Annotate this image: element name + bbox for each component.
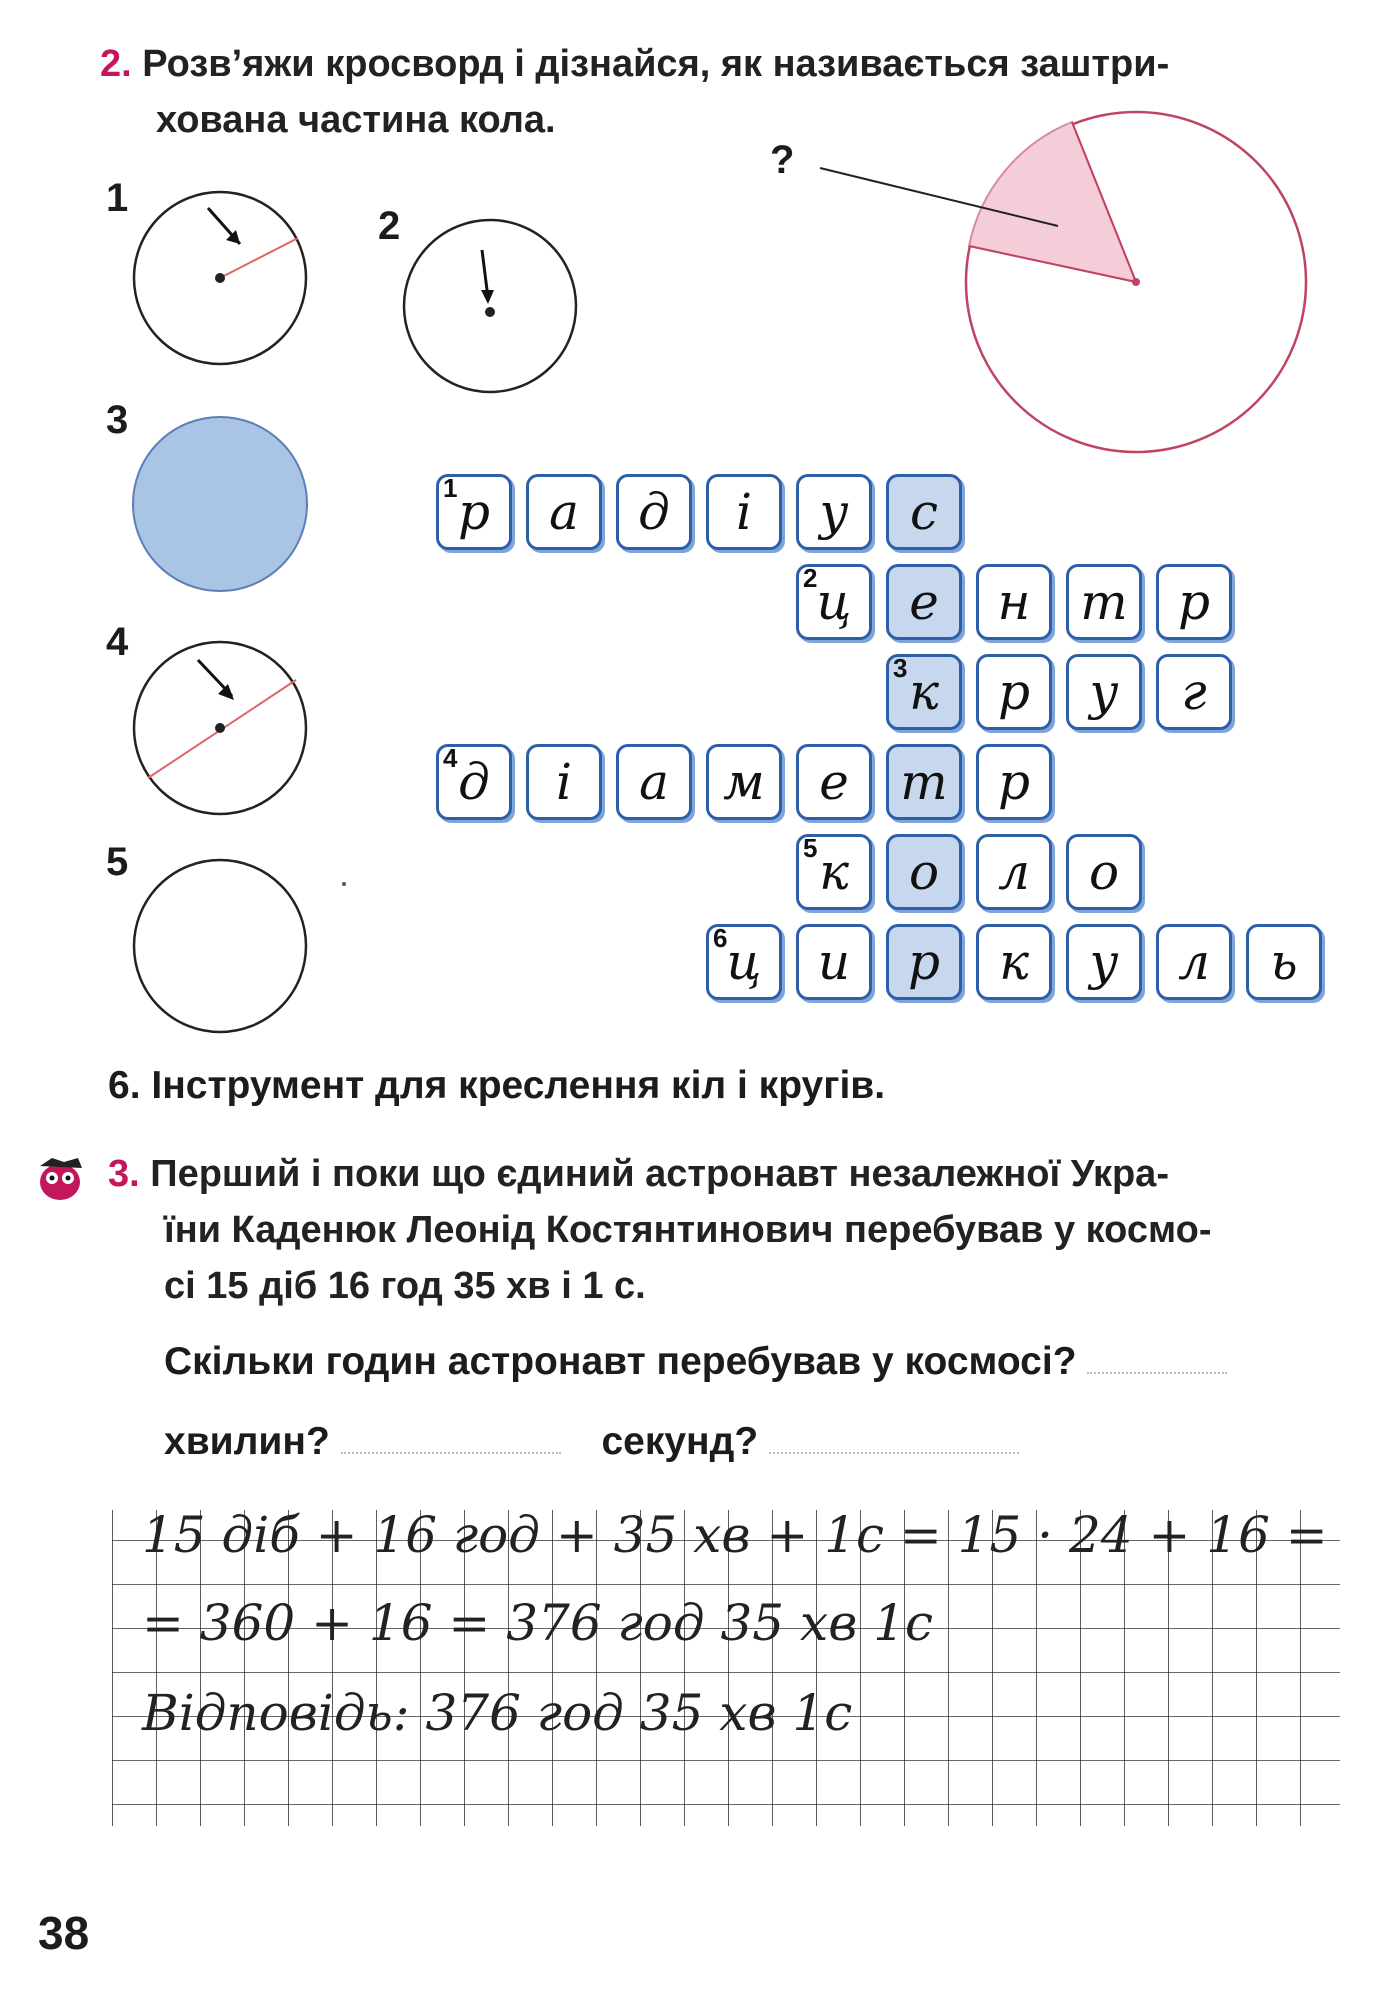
crossword-cell[interactable]	[976, 564, 1052, 640]
cell-letter: ь	[1270, 933, 1298, 991]
crossword-cell[interactable]	[616, 744, 692, 820]
task3-question1-row	[164, 1334, 1227, 1390]
cell-letter: к	[819, 843, 849, 901]
cell-letter: н	[997, 573, 1031, 631]
solution-line3: Відповідь: 376 год 35 хв 1с	[142, 1684, 853, 1742]
cell-letter: у	[1089, 663, 1119, 721]
cell-number: 6	[713, 923, 728, 953]
cell-letter: і	[736, 483, 752, 541]
crossword-cell[interactable]	[1156, 924, 1232, 1000]
cell-letter: а	[639, 753, 669, 811]
task3-question2b: секунд?	[601, 1420, 759, 1463]
cell-letter: р	[907, 933, 940, 991]
page-number: 38	[38, 1907, 90, 1959]
task2-number: 2.	[100, 43, 132, 85]
crossword-cell[interactable]	[796, 744, 872, 820]
crossword-cell[interactable]	[1066, 924, 1142, 1000]
cell-letter: о	[1088, 843, 1120, 901]
cell-letter: д	[458, 753, 490, 811]
figure-label-1: 1	[106, 176, 129, 220]
crossword-cell[interactable]	[976, 924, 1052, 1000]
figure-label-3: 3	[106, 398, 129, 442]
cell-letter: р	[457, 483, 490, 541]
task3-question1: Скільки годин астронавт перебував у космосі?	[164, 1340, 1077, 1383]
task3-line3: сі 15 діб 16 год 35 хв і 1 с.	[164, 1265, 646, 1307]
cell-letter: у	[1089, 933, 1119, 991]
crossword-cell[interactable]	[616, 474, 692, 550]
crossword-cell[interactable]	[796, 564, 872, 640]
solution-grid	[112, 1496, 1340, 1826]
crossword-cell[interactable]	[1246, 924, 1322, 1000]
task3-question2a: хвилин?	[164, 1420, 330, 1463]
crossword-cell[interactable]	[976, 744, 1052, 820]
crossword-cell[interactable]	[436, 744, 512, 820]
cell-number: 5	[803, 833, 818, 863]
crossword-cell[interactable]	[526, 744, 602, 820]
figure-label-5: 5	[106, 840, 129, 884]
clue-6: 6. Інструмент для креслення кіл і кругів.	[108, 1064, 886, 1107]
cell-letter: к	[999, 933, 1029, 991]
cell-letter: ц	[726, 933, 762, 991]
cell-letter: м	[723, 753, 765, 811]
crossword-cell[interactable]	[796, 924, 872, 1000]
crossword-cell[interactable]	[706, 474, 782, 550]
figure-label-4: 4	[106, 620, 129, 664]
cell-letter: к	[909, 663, 939, 721]
cell-letter: л	[998, 843, 1030, 901]
answer-blank-minutes[interactable]	[341, 1452, 561, 1454]
cell-letter: е	[909, 573, 939, 631]
crossword-cell[interactable]	[706, 924, 782, 1000]
cell-letter: г	[1181, 663, 1207, 721]
cell-letter: у	[819, 483, 849, 541]
task3-number: 3.	[108, 1153, 140, 1195]
cell-letter: и	[817, 933, 851, 991]
cell-letter: р	[1177, 573, 1210, 631]
crossword-key-cell[interactable]	[886, 654, 962, 730]
crossword-key-cell[interactable]	[886, 834, 962, 910]
cell-letter: р	[997, 663, 1030, 721]
cell-letter: т	[1080, 573, 1128, 631]
task3-line2: їни Каденюк Леонід Костянтинович перебував у космо-	[164, 1209, 1212, 1251]
cell-number: 3	[893, 653, 908, 683]
question-mark: ?	[770, 138, 795, 182]
solution-line1: 15 діб + 16 год + 35 хв + 1с = 15 · 24 + 16 =	[142, 1506, 1328, 1564]
cell-number: 2	[803, 563, 818, 593]
cell-letter: р	[997, 753, 1030, 811]
cell-number: 1	[443, 473, 458, 503]
owl-icon	[24, 1148, 94, 1208]
task2-text-line1: Розв’яжи кросворд і дізнайся, як називається заштри-	[142, 43, 1170, 85]
crossword-cell[interactable]	[976, 654, 1052, 730]
answer-blank-seconds[interactable]	[769, 1452, 1019, 1454]
crossword-cell[interactable]	[1066, 654, 1142, 730]
cell-letter: і	[556, 753, 572, 811]
crossword-cell[interactable]	[1066, 564, 1142, 640]
cell-letter: ц	[816, 573, 852, 631]
cell-number: 4	[443, 743, 458, 773]
crossword-cell[interactable]	[1066, 834, 1142, 910]
figure-label-2: 2	[378, 204, 401, 248]
task3-line1: Перший і поки що єдиний астронавт незалежної Укра-	[150, 1153, 1169, 1195]
crossword-cell[interactable]	[796, 834, 872, 910]
crossword-cell[interactable]	[706, 744, 782, 820]
crossword-cell[interactable]	[1156, 654, 1232, 730]
task3-text	[108, 1146, 1368, 1314]
crossword-cell[interactable]	[976, 834, 1052, 910]
crossword-cell[interactable]	[436, 474, 512, 550]
crossword-cell[interactable]	[1156, 564, 1232, 640]
task2-text-line2: хована частина кола.	[156, 99, 556, 141]
solution-line2: = 360 + 16 = 376 год 35 хв 1с	[142, 1594, 934, 1652]
cell-letter: т	[900, 753, 948, 811]
answer-blank-hours[interactable]	[1087, 1372, 1227, 1374]
cell-letter: д	[638, 483, 670, 541]
crossword-cell[interactable]	[796, 474, 872, 550]
cell-letter: л	[1178, 933, 1210, 991]
crossword-key-cell[interactable]	[886, 564, 962, 640]
crossword-cell[interactable]	[526, 474, 602, 550]
crossword-key-cell[interactable]	[886, 744, 962, 820]
cell-letter: с	[909, 483, 938, 541]
crossword-key-cell[interactable]	[886, 924, 962, 1000]
cell-letter: о	[908, 843, 940, 901]
cell-letter: а	[549, 483, 579, 541]
task3-question2-row	[164, 1414, 1019, 1470]
cell-letter: е	[819, 753, 849, 811]
crossword-key-cell[interactable]	[886, 474, 962, 550]
